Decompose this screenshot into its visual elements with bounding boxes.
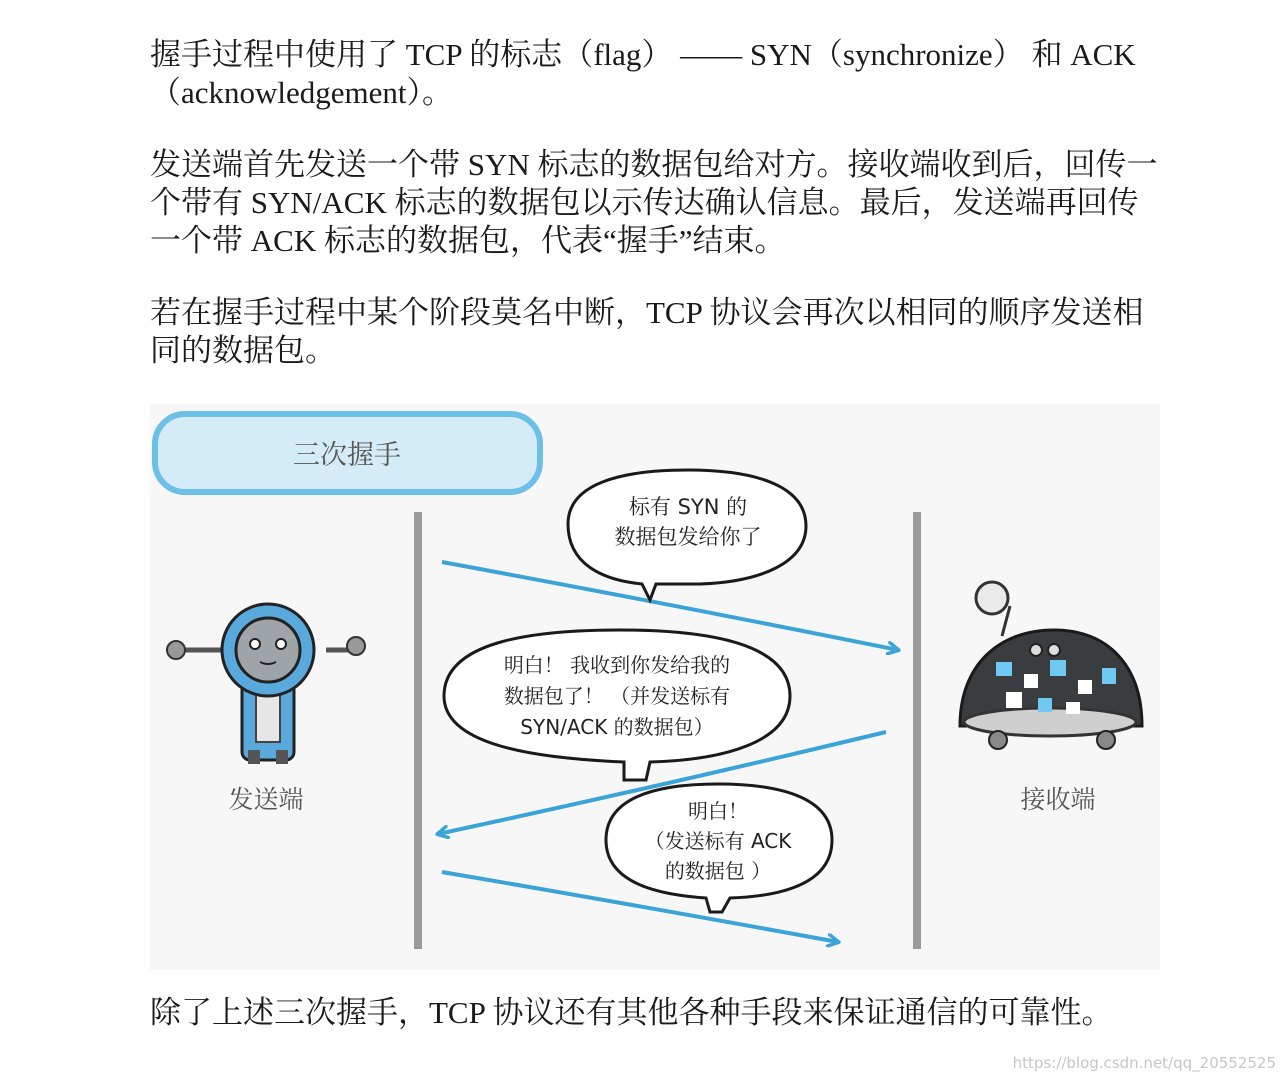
paragraph-process: 发送端首先发送一个带 SYN 标志的数据包给对方。接收端收到后，回传一个带有 SYN/ACK 标志的数据包以示传达确认信息。最后，发送端再回传一个带 ACK 标志的数据包，代表“握手”结束。 xyxy=(150,147,1158,258)
figure-title: 三次握手 xyxy=(293,440,401,471)
svg-text:明白！ 我收到你发给我的: 明白！ 我收到你发给我的 xyxy=(503,653,731,677)
svg-text:标有 SYN 的: 标有 SYN 的 xyxy=(628,495,748,519)
paragraph-reliability: 除了上述三次握手，TCP 协议还有其他各种手段来保证通信的可靠性。 xyxy=(150,995,1113,1030)
paragraph-interrupt: 若在握手过程中某个阶段莫名中断，TCP 协议会再次以相同的顺序发送相同的数据包。 xyxy=(150,295,1144,368)
sender-label: 发送端 xyxy=(228,785,304,814)
svg-text:数据包发给你了: 数据包发给你了 xyxy=(614,525,762,549)
paragraph-flags: 握手过程中使用了 TCP 的标志（flag） —— SYN（synchronize） 和 ACK（acknowledgement）。 xyxy=(150,37,1136,110)
svg-text:的数据包 ）: 的数据包 ） xyxy=(664,859,772,883)
svg-text:SYN/ACK 的数据包）: SYN/ACK 的数据包） xyxy=(520,715,714,739)
watermark: https://blog.csdn.net/qq_20552525 xyxy=(1012,1054,1276,1072)
svg-text:明白！: 明白！ xyxy=(688,799,748,823)
figure-title-box xyxy=(155,414,540,492)
svg-text:（发送标有 ACK: （发送标有 ACK xyxy=(644,829,792,853)
three-way-handshake-figure xyxy=(150,404,1160,970)
receiver-label: 接收端 xyxy=(1020,785,1096,814)
svg-text:数据包了！ （并发送标有: 数据包了！ （并发送标有 xyxy=(503,684,731,708)
handshake-illustration xyxy=(150,404,1160,970)
